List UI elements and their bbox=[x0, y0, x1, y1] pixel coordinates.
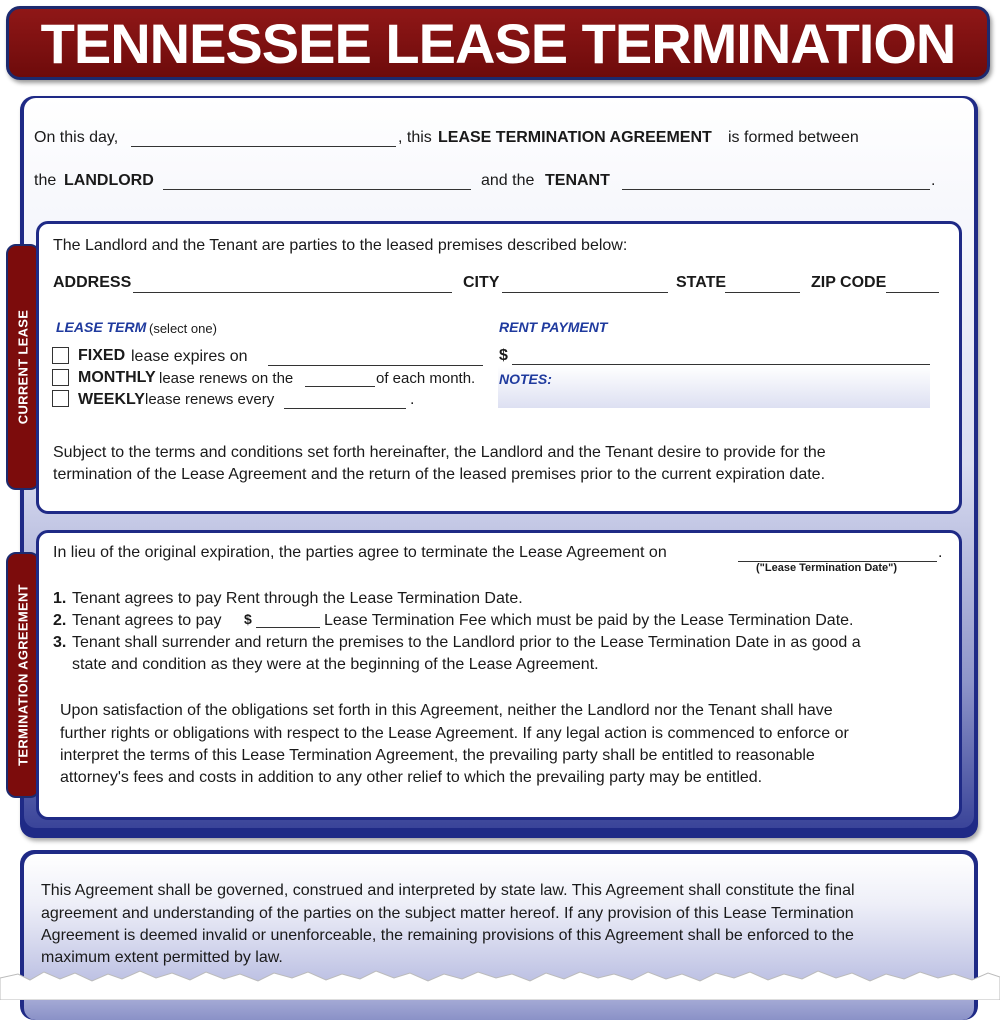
governing-line-3: Agreement is deemed invalid or unenforceable, the remaining provisions of this Agreement shall be enforced to the bbox=[41, 927, 854, 944]
notes-label: NOTES: bbox=[499, 371, 552, 387]
address-label: ADDRESS bbox=[53, 274, 132, 291]
intro-and-the: and the bbox=[481, 172, 535, 189]
governing-line-1: This Agreement shall be governed, construed and interpreted by state law. This Agreement shall constitute the final bbox=[41, 882, 855, 899]
termination-date-caption: ("Lease Termination Date") bbox=[756, 562, 898, 574]
rent-payment-label: RENT PAYMENT bbox=[499, 319, 608, 335]
date-field[interactable] bbox=[131, 146, 396, 147]
intro-this: , this bbox=[398, 129, 432, 146]
item-2-after: Lease Termination Fee which must be paid by the Lease Termination Date. bbox=[324, 612, 854, 629]
intro-the: the bbox=[34, 172, 57, 189]
termination-fee-field[interactable] bbox=[256, 627, 320, 628]
obligations-line-1: Upon satisfaction of the obligations set forth in this Agreement, neither the Landlord nor the Tenant shall have bbox=[60, 702, 833, 719]
fixed-text: lease expires on bbox=[131, 348, 248, 365]
fixed-date-field[interactable] bbox=[268, 365, 483, 366]
intro-on-this-day: On this day, bbox=[34, 129, 119, 146]
intro-formed-between: is formed between bbox=[728, 129, 859, 146]
item-1-text: Tenant agrees to pay Rent through the Lease Termination Date. bbox=[72, 590, 523, 607]
rent-dollar-sign: $ bbox=[499, 347, 508, 364]
city-field[interactable] bbox=[502, 292, 668, 293]
state-field[interactable] bbox=[725, 292, 800, 293]
subject-line-2: termination of the Lease Agreement and the return of the leased premises prior to the current expiration date. bbox=[53, 466, 826, 483]
title-banner bbox=[6, 6, 990, 80]
fixed-label: FIXED bbox=[78, 347, 126, 364]
landlord-label: LANDLORD bbox=[64, 172, 154, 189]
termination-agreement-tab bbox=[6, 552, 40, 798]
termination-lead-period: . bbox=[938, 544, 943, 561]
weekly-text: lease renews every bbox=[145, 391, 275, 408]
item-3-text: Tenant shall surrender and return the premises to the Landlord prior to the Lease Termination Date in as good a bbox=[72, 634, 861, 651]
zip-label: ZIP CODE bbox=[811, 274, 887, 291]
landlord-field[interactable] bbox=[163, 189, 471, 190]
page-title: TENNESSEE LEASE TERMINATION bbox=[40, 12, 956, 75]
current-lease-tab-label: CURRENT LEASE bbox=[15, 309, 31, 425]
weekly-checkbox[interactable] bbox=[52, 390, 69, 407]
state-label: STATE bbox=[676, 274, 727, 291]
rent-amount-field[interactable] bbox=[512, 364, 930, 365]
monthly-checkbox[interactable] bbox=[52, 369, 69, 386]
city-label: CITY bbox=[463, 274, 500, 291]
item-3-number: 3. bbox=[53, 634, 67, 651]
weekly-suffix: . bbox=[410, 391, 415, 408]
current-lease-lead: The Landlord and the Tenant are parties to the leased premises described below: bbox=[53, 237, 628, 254]
notes-field[interactable] bbox=[498, 366, 930, 408]
select-one-note: (select one) bbox=[149, 321, 217, 336]
weekly-label: WEEKLY bbox=[78, 391, 145, 408]
monthly-text: lease renews on the bbox=[159, 370, 294, 387]
address-field[interactable] bbox=[133, 292, 452, 293]
obligations-line-3: interpret the terms of this Lease Termination Agreement, the prevailing party shall be entitled to reasonable bbox=[60, 747, 815, 764]
item-1-number: 1. bbox=[53, 590, 67, 607]
termination-lead: In lieu of the original expiration, the parties agree to terminate the Lease Agreement on bbox=[53, 544, 667, 561]
item-2-number: 2. bbox=[53, 612, 67, 629]
current-lease-tab bbox=[6, 244, 40, 490]
item-2-dollar-sign: $ bbox=[244, 611, 252, 627]
monthly-suffix: of each month. bbox=[376, 370, 476, 387]
obligations-line-2: further rights or obligations with respect to the Lease Agreement. If any legal action is commenced to enforce or bbox=[60, 725, 849, 742]
fixed-checkbox[interactable] bbox=[52, 347, 69, 364]
tenant-field[interactable] bbox=[622, 189, 930, 190]
zip-field[interactable] bbox=[886, 292, 939, 293]
intro-period: . bbox=[931, 172, 936, 189]
torn-edge bbox=[0, 960, 1000, 1000]
monthly-label: MONTHLY bbox=[78, 369, 156, 386]
agreement-name: LEASE TERMINATION AGREEMENT bbox=[438, 129, 712, 146]
subject-line-1: Subject to the terms and conditions set forth hereinafter, the Landlord and the Tenant desire to provide for the bbox=[53, 444, 826, 461]
termination-agreement-tab-label: TERMINATION AGREEMENT bbox=[15, 584, 31, 766]
monthly-day-field[interactable] bbox=[305, 386, 375, 387]
tenant-label: TENANT bbox=[545, 172, 610, 189]
item-2-text: Tenant agrees to pay bbox=[72, 612, 222, 629]
obligations-line-4: attorney's fees and costs in addition to any other relief to which the prevailing party may be entitled. bbox=[60, 769, 763, 786]
weekly-interval-field[interactable] bbox=[284, 408, 406, 409]
item-3-text-2: state and condition as they were at the beginning of the Lease Agreement. bbox=[72, 656, 599, 673]
lease-term-label: LEASE TERM bbox=[56, 319, 147, 335]
governing-line-2: agreement and understanding of the parties on the subject matter hereof. If any provision of this Lease Termination bbox=[41, 905, 854, 922]
governing-line-4: maximum extent permitted by law. bbox=[41, 949, 283, 966]
